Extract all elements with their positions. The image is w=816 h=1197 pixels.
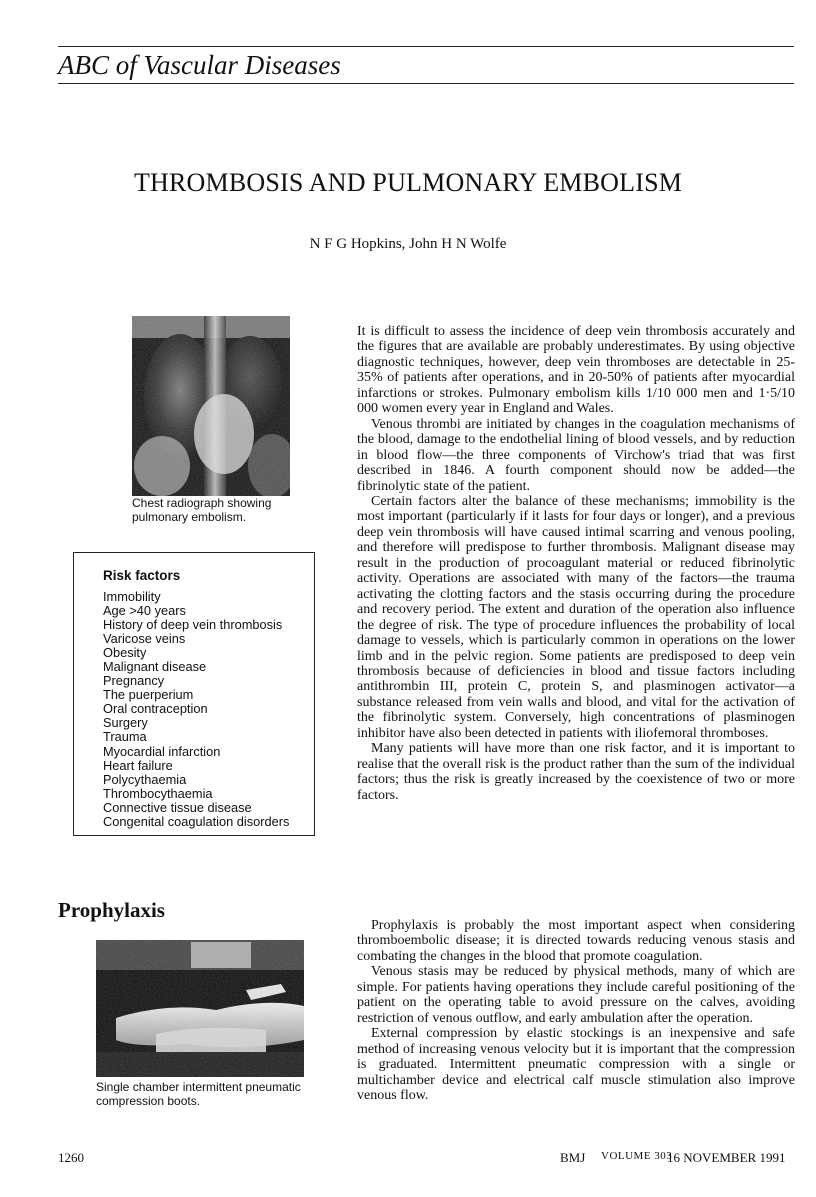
paragraph: Prophylaxis is probably the most important aspect when considering thromboembolic disease; it is directed towards reducing venous stasis and combating the changes in the blood that promote coagulation. — [357, 918, 795, 964]
risk-factors-box — [73, 552, 315, 836]
prophylaxis-text — [357, 918, 795, 1103]
risk-factor-item: Myocardial infarction — [103, 743, 221, 759]
risk-factor-item: Trauma — [103, 729, 147, 745]
risk-factor-item: The puerperium — [103, 687, 194, 703]
paragraph: Many patients will have more than one risk factor, and it is important to realise that the overall risk is the product rather than the sum of the individual factors; thus the risk is greatly increased by the coexistence of two or more factors. — [357, 741, 795, 803]
risk-factor-item: Heart failure — [103, 757, 173, 773]
risk-factor-item: Varicose veins — [103, 631, 186, 647]
risk-factor-item: Obesity — [103, 645, 147, 661]
risk-factor-item: Oral contraception — [103, 701, 208, 717]
compression-boots-image — [96, 940, 304, 1077]
compression-boots-caption: Single chamber intermittent pneumatic compression boots. — [96, 1080, 301, 1108]
chest-radiograph-caption: Chest radiograph showing pulmonary embolism. — [132, 496, 272, 524]
section-heading-prophylaxis: Prophylaxis — [58, 898, 165, 922]
series-title: ABC of Vascular Diseases — [58, 50, 341, 80]
paragraph: Certain factors alter the balance of these mechanisms; immobility is the most important (particularly if it lasts for four days or longer), and a previous deep vein thrombosis will have caused intimal scarring and venous pooling, and therefore will predispose to further thrombosis. Malignant disease may result in the production of procoagulant material or reduced fibrinolytic activity. Operations are associated with many of the factors—the trauma activating the clotting factors and the stasis occurring during the procedure and recovery period. The extent and duration of the operation also influence the degree of risk. The type of procedure influences the probability of local damage to vessels, which is particularly common in operations on the lower limb and in the pelvic region. Some patients are predisposed to deep vein thrombosis because of deficiencies in blood and tissue factors including antithrombin III, protein C, protein S, and plasminogen activator—a substance released from vein walls and blood, and vital for the activation of the fibrinolytic system. Conversely, high concentrations of plasminogen inhibitor have also been detected in patients with iliofemoral thromboses. — [357, 493, 795, 741]
top-rule — [58, 46, 794, 47]
intro-text — [357, 324, 795, 803]
paragraph: Venous thrombi are initiated by changes in the coagulation mechanisms of the blood, damage to the endothelial lining of blood vessels, and by reduction in blood flow—the three components of Virchow's triad that was first described in 1846. A fourth component should now be added—the fibrinolytic state of the patient. — [357, 416, 795, 494]
risk-factor-item: Connective tissue disease — [103, 799, 252, 815]
paragraph: Venous stasis may be reduced by physical methods, many of which are simple. For patients having operations they include careful positioning of the patient on the operating table to avoid pressure on the calves, avoiding restriction of venous outflow, and early ambulation after the operation. — [357, 964, 795, 1026]
risk-factors-list — [103, 590, 289, 829]
authors: N F G Hopkins, John H N Wolfe — [309, 236, 507, 252]
risk-factor-item: History of deep vein thrombosis — [103, 617, 283, 633]
chest-radiograph-image — [132, 316, 290, 496]
article-title: THROMBOSIS AND PULMONARY EMBOLISM — [133, 168, 683, 197]
page-number: 1260 — [58, 1150, 84, 1165]
risk-factor-item: Pregnancy — [103, 673, 165, 689]
journal-name: BMJ — [560, 1150, 586, 1165]
journal-volume: VOLUME 303 — [601, 1150, 673, 1162]
risk-factor-item: Surgery — [103, 715, 148, 731]
risk-factor-item: Malignant disease — [103, 659, 207, 675]
series-rule — [58, 83, 794, 84]
risk-factor-item: Immobility — [103, 589, 161, 604]
risk-factor-item: Congenital coagulation disorders — [103, 813, 290, 829]
risk-factor-item: Polycythaemia — [103, 771, 187, 787]
risk-factors-title: Risk factors — [103, 568, 181, 583]
risk-factor-item: Age >40 years — [103, 603, 186, 619]
risk-factor-item: Thrombocythaemia — [103, 785, 213, 801]
issue-date: 16 NOVEMBER 1991 — [667, 1150, 786, 1165]
paragraph: External compression by elastic stockings is an inexpensive and safe method of increasing venous velocity but it is important that the compression is graduated. Intermittent pneumatic compression with a single or multichamber device and electrical calf muscle stimulation also improve venous flow. — [357, 1026, 795, 1103]
paragraph: It is difficult to assess the incidence of deep vein thrombosis accurately and the figures that are available are probably underestimates. By using objective diagnostic techniques, however, deep vein thromboses are detectable in 25-35% of patients after operations, and in 20-50% of patients after myocardial infarctions or strokes. Pulmonary embolism kills 1/10 000 men and 1·5/10 000 women every year in England and Wales. — [357, 324, 795, 417]
